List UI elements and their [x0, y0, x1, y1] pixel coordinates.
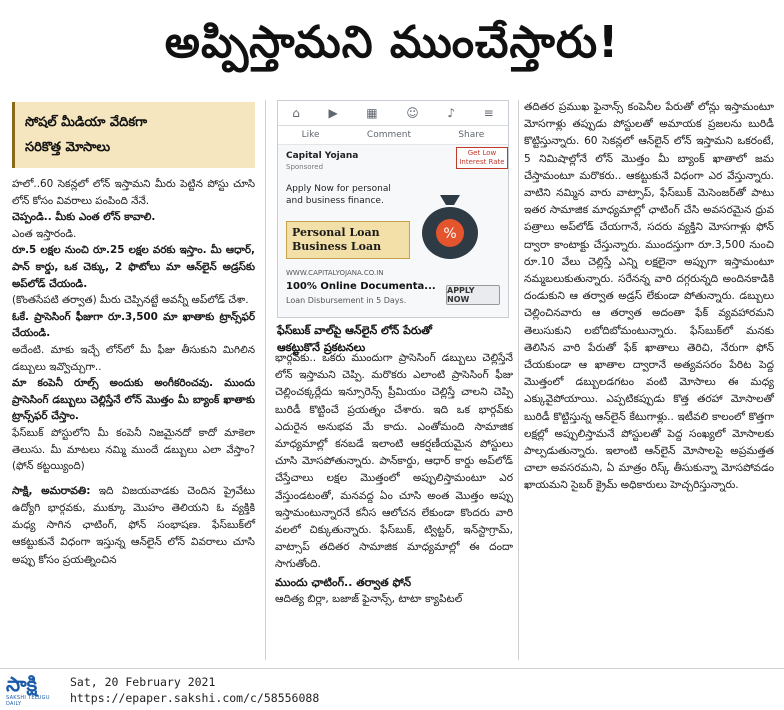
logo-subtext: SAKSHI TELUGU DAILY [6, 695, 50, 707]
menu-icon: ≡ [483, 106, 494, 120]
ad-days: Loan Disbursement in 5 Days. [286, 296, 407, 305]
edition-date: Sat, 20 February 2021 [70, 675, 216, 689]
ad-sponsored: Sponsored [286, 163, 324, 171]
ad-comment: Comment [366, 130, 412, 140]
body-paragraph: ఆదిత్య బిర్లా, బజాజ్ ఫైనాన్స్, టాటా క్యాపిటల్ [275, 592, 463, 605]
svg-text:%: % [443, 226, 457, 242]
money-bag-icon [418, 181, 482, 261]
ad-docs: 100% Online Documenta... [286, 281, 436, 292]
caption-line1: ఫేస్‌బుక్ వాల్‌పై ఆన్‌లైన్ లోన్ పేరుతో [277, 324, 432, 337]
chat-line: హలో..60 సెకన్లలో లోన్ ఇస్తామని మీరు పెట్టిన పోస్టు చూసి లోన్ కోసం వివరాలు పంపింది నేనే. [12, 178, 255, 207]
chat-line: ఓకే. ప్రాసెసింగ్ ఫీజుగా రూ.3,500 మా ఖాతాకు ట్రాన్స్‌ఫర్ చేయండి. [12, 310, 255, 340]
headline: అప్పిస్తామని ముంచేస్తారు! [164, 16, 620, 68]
facebook-ad-screenshot [277, 100, 509, 318]
body-paragraph: తదితర ప్రముఖ ఫైనాన్స్ కంపెనీల పేరుతో లోన్లు ఇస్తామంటూ మోసగాళ్లు తప్పుడు పోస్టులతో అమాయక ప్రజలను బురిడీ కొట్టిస్తున్నారు. 60 సెకన్లలో ఆన్‌లైన్ లోన్ ఇస్తామని ఒకరంటే, 5 నిమిషాల్లోనే లోన్ మొత్తం మీ బ్యాంక్ ఖాతాలో జమ చేస్తామంటూ మరొకరు.. ఆకట్టుకునే విధంగా ఎర వేస్తున్నారు. వాటిని నమ్మిన వారు వాట్సాప్, ఫేస్‌బుక్ మెసెంజర్‌తో పాటు ఇతర సామాజిక మాధ్యమాల్లో ఛాటింగ్ చేసి అవసరమైన ధ్రువ పత్రాలు అప్‌లోడ్ చేయగానే, సదరు వ్యక్తిని మోసగాళ్లు ఫోన్ ద్వారా కాంటాక్టు చేస్తున్నారు. ముందస్తుగా రూ.3,500 నుంచి రూ.10 వేలు చెల్లిస్తే ఎన్ని లక్షలైనా అప్పుగా ఇస్తామంటూ నమ్మబలుకుతున్నారు. సరేనన్న వారి దగ్గరున్నది అందినకాడికి దండుకుని ఆ తర్వాత అడ్రస్ లేకుండా పోతున్నారు. డబ్బులు చెల్లించినవారు ఆ తర్వాత అదంతా ఫేక్ వ్యవహారమని తెలుసుకుని లబోదిబోమంటున్నారు. ఫేస్‌బుక్‌లో మనకు తెలిసిన వారి పేరుతో ఫేక్ ఖాతాలు తెరిచి, నేరుగా ఫోన్ చేయకుండా ఆ ఖాతాల ద్వారానే అత్యవసరం పేరిట పెద్ద మొత్తంలో డబ్బులడగటం వంటి మోసాలు ఈ మధ్య ఎక్కువైపోయాయి. ఎప్పటికప్పుడు కొత్త తరహా మోసాలతో బురిడీ కొట్టిస్తున్న ఆన్‌లైన్ కేటుగాళ్లు.. ఇటీవలి కాలంలో కొత్తగా లక్షల్లో అప్పులిస్తామనే పోస్టులతో పెద్ద సంఖ్యలో మోసాలకు పాల్పడుతున్నారు. ఇలాంటి ఆన్‌లైన్ మోసాలపై అప్రమత్తత చాలా అవసరమని, ఏ మాత్రం రిస్క్ తీసుకున్నా మోసపోవడం ఖాయమని సైబర్ క్రైమ్ అధికారులు హెచ్చరిస్తున్నారు. [524, 101, 774, 492]
subheading: ముందు ఛాటింగ్.. తర్వాత ఫోన్ [275, 575, 412, 589]
ad-like: Like [301, 130, 320, 140]
ad-url: WWW.CAPITALYOJANA.CO.IN [286, 269, 384, 277]
chat-line: రూ.5 లక్షల నుంచి రూ.25 లక్షల వరకు ఇస్తాం. మీ ఆధార్, పాన్ కార్డు, ఒక చెక్కు, 2 ఫొటోలు మా ఆన్‌లైన్ అడ్రస్‌కు అప్‌లోడ్ చేయండి. [12, 244, 255, 290]
ad-copy: Apply Now for personal and business finance. [286, 184, 391, 206]
home-icon: ⌂ [292, 106, 300, 120]
story-text: ఇది విజయవాడకు చెందిన ప్రైవేటు ఉద్యోగి భార్గవకు, ముక్కూ మొహం తెలియని ఓ వ్యక్తికి మధ్య సాగిన ఛాటింగ్, ఫోన్ సంభాషణ. ఫేస్‌బుక్‌లో ఆకట్టుకునే విధంగా ఇస్తున్న ఆన్‌లైన్ లోన్ వివరాలు చూసి అప్పు కోసం ప్రయత్నించిన [12, 484, 256, 566]
chat-line: ఫేస్‌బుక్ పోస్టులోని మీ కంపెనీ నిజమైనదో కాదో మాకెలా తెలుసు. మీ మాటలు నమ్మి ముందే డబ్బులు ఎలా వేస్తాం? (ఫోన్ కట్టయ్యింది) [12, 426, 255, 473]
ad-loan-banner [286, 221, 410, 259]
logo-text: సాక్షి [6, 672, 38, 696]
epaper-link[interactable]: https://epaper.sakshi.com/c/58556088 [70, 691, 320, 705]
column-3 [524, 99, 774, 495]
story-opening [12, 483, 255, 569]
bell-icon: ♪ [447, 106, 455, 120]
chat-line: (కొంతసేపటి తర్వాత) మీరు చెప్పినట్టే అవన్నీ అప్‌లోడ్ చేశా. [12, 294, 249, 307]
chat-line: చెప్పండి.. మీకు ఎంత లోన్ కావాలి. [12, 211, 156, 224]
column-1 [12, 102, 255, 569]
column-2 [275, 350, 513, 608]
sidebar-box [12, 102, 255, 168]
people-icon: ☺ [406, 106, 419, 120]
chat-line: మా కంపెనీ రూల్స్ అందుకు అంగీకరించవు. ముందు ప్రాసెసింగ్ డబ్బులు చెల్లిస్తేనే లోన్ మొత్తం మీ బ్యాంక్ ఖాతాకు ట్రాన్స్‌ఫర్ చేస్తాం. [12, 377, 255, 423]
column-divider [518, 100, 519, 660]
footer [0, 668, 784, 710]
ad-loan-line2: Business Loan [292, 240, 382, 253]
body-paragraph: భార్గవ్‌కు.. ఒకరు ముందుగా ప్రాసెసింగ్ డబ్బులు చెల్లిస్తేనే లోన్ ఇస్తామని చెప్పి. మరొకరు ఎలాంటి ప్రాసెసింగ్ ఫీజు చెల్లించక్కర్లేదు ఇన్సూరెన్స్ ప్రీమియం చెల్లిస్తే చాలని చెప్పి బురిడీ కొట్టించే ప్రయత్నం చేశారు. ఇది ఒక భార్గవ్‌కు ఎదురైన అనుభవ మే కాదు. ఎంతోమంది సామాజిక మాధ్యమాల్లో కనబడే ఇలాంటి ఆకర్షణీయమైన పోస్టులు చూసి మోసపోతున్నారు. పాన్‌కార్డు, ఆధార్ కార్డు అప్‌లోడ్ చేస్తేచాలు లక్షల మొత్తంలో అప్పులిస్తామంటూ ఎర వేస్తుండటంతో, మనవద్ద ఏం చూసి అంత మొత్తం అప్పు ఇస్తామంటున్నారనే కనీస ఆలోచన లేకుండా కొందరు వారి వలలో చిక్కుతున్నారు. ఫేస్‌బుక్, ట్విట్టర్, ఇన్‌స్టాగ్రామ్, వాట్సాప్ తదితర సామాజిక మాధ్యమాల్లో ఈ దందా సాగుతోంది. [275, 352, 513, 571]
sakshi-logo [6, 673, 64, 707]
video-icon: ▶ [328, 106, 338, 120]
ad-page-name: Capital Yojana [286, 151, 359, 161]
ad-actions [278, 126, 508, 145]
ad-loan-line1: Personal Loan [292, 226, 380, 239]
ad-rate-badge: Get Low Interest Rate [456, 147, 508, 169]
chat-line: అదేంటి. మాకు ఇచ్చే లోన్‌లో మీ ఫీజు తీసుకుని మిగిలిన డబ్బులు ఇవ్వొచ్చుగా.. [12, 343, 255, 373]
column-divider [265, 100, 266, 660]
store-icon: ▦ [366, 106, 378, 120]
dateline: సాక్షి, అమరావతి: [12, 484, 91, 497]
chat-line: ఎంత ఇస్తారండి. [12, 227, 77, 240]
sidebar-title-line2: సరికొత్త మోసాలు [25, 140, 111, 155]
chat-transcript [12, 176, 255, 475]
sidebar-title-line1: సోషల్ మీడియా వేదికగా [25, 115, 148, 130]
apply-now-button: APPLY NOW [446, 285, 500, 305]
ad-share: Share [458, 130, 485, 140]
caption-line2: ఆకట్టుకొనే ప్రకటనలు [277, 341, 366, 354]
ad-nav-bar [278, 101, 508, 126]
